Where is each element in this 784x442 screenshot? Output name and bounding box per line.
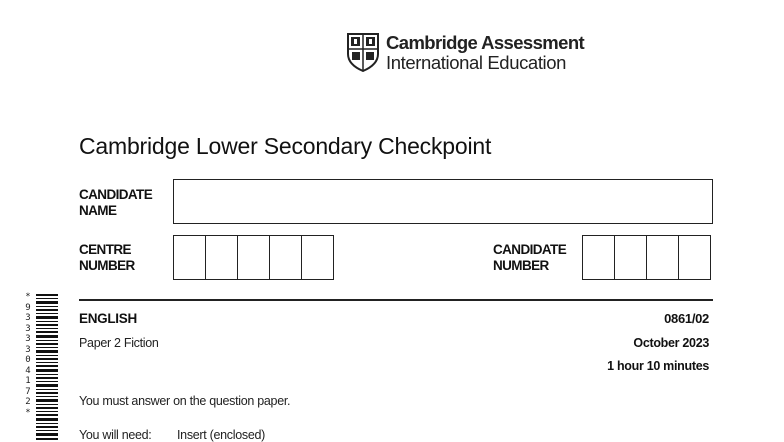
candidate-number-digit-box[interactable] [678, 235, 711, 280]
exam-duration: 1 hour 10 minutes [607, 359, 709, 373]
centre-number-digit-box[interactable] [173, 235, 206, 280]
exam-date: October 2023 [633, 336, 709, 350]
barcode-digits: * 9 3 3 3 3 0 4 1 7 2 * [25, 292, 31, 418]
centre-number-digit-box[interactable] [269, 235, 302, 280]
candidate-number-label: CANDIDATE NUMBER [493, 242, 567, 273]
cambridge-crest-icon [346, 32, 380, 72]
paper-code: 0861/02 [664, 311, 709, 326]
divider-rule [79, 299, 713, 301]
centre-number-label: CENTRE NUMBER [79, 242, 135, 273]
candidate-number-digit-box[interactable] [646, 235, 679, 280]
materials-value: Insert (enclosed) [177, 428, 265, 442]
candidate-number-field[interactable] [582, 235, 711, 280]
logo-text-line2: International Education [386, 52, 567, 73]
instruction-line: You must answer on the question paper. [79, 394, 291, 408]
centre-number-digit-box[interactable] [205, 235, 238, 280]
centre-number-digit-box[interactable] [237, 235, 270, 280]
barcode [22, 292, 66, 441]
centre-number-digit-box[interactable] [301, 235, 334, 280]
page-title: Cambridge Lower Secondary Checkpoint [79, 133, 492, 159]
logo-text-line1: Cambridge Assessment [386, 32, 585, 53]
paper-title: Paper 2 Fiction [79, 336, 159, 350]
cambridge-logo [346, 32, 606, 76]
materials-label: You will need: [79, 428, 152, 442]
barcode-bars-icon [36, 292, 64, 441]
candidate-name-label: CANDIDATE NAME [79, 187, 153, 218]
centre-number-field[interactable] [173, 235, 334, 280]
candidate-name-field[interactable] [173, 179, 713, 224]
subject-title: ENGLISH [79, 311, 137, 326]
candidate-number-digit-box[interactable] [582, 235, 615, 280]
candidate-number-digit-box[interactable] [614, 235, 647, 280]
